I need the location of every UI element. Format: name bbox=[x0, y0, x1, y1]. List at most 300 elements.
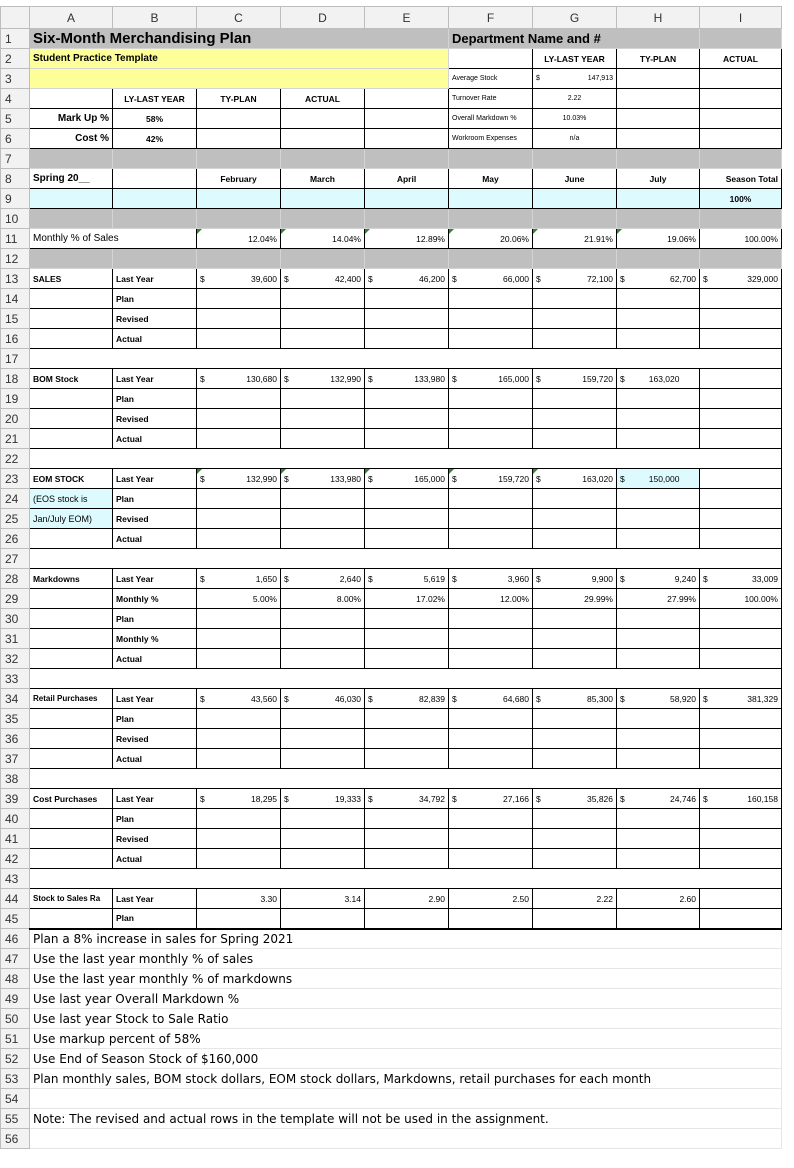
cell[interactable] bbox=[30, 69, 449, 89]
cell[interactable] bbox=[700, 729, 782, 749]
cell[interactable] bbox=[449, 649, 533, 669]
cell[interactable] bbox=[617, 329, 700, 349]
row-header[interactable]: 32 bbox=[1, 649, 30, 669]
markdowns-pct[interactable]: 29.99% bbox=[533, 589, 617, 609]
header-actual[interactable]: ACTUAL bbox=[700, 49, 782, 69]
row-header[interactable]: 54 bbox=[1, 1089, 30, 1109]
cell[interactable] bbox=[700, 129, 782, 149]
sales-cell[interactable] bbox=[365, 269, 449, 289]
cell[interactable] bbox=[449, 149, 533, 169]
cell[interactable] bbox=[365, 649, 449, 669]
instruction-note[interactable]: Use markup percent of 58% bbox=[30, 1029, 782, 1049]
cell[interactable] bbox=[449, 509, 533, 529]
row-header[interactable]: 49 bbox=[1, 989, 30, 1009]
sub-label[interactable]: Actual bbox=[113, 849, 197, 869]
cost-value[interactable]: 42% bbox=[113, 129, 197, 149]
cell[interactable] bbox=[30, 249, 113, 269]
row-header[interactable]: 39 bbox=[1, 789, 30, 809]
eom-cell[interactable] bbox=[617, 469, 700, 489]
row-header[interactable]: 6 bbox=[1, 129, 30, 149]
sub-label[interactable]: Monthly % bbox=[113, 629, 197, 649]
cell[interactable] bbox=[533, 309, 617, 329]
cell[interactable] bbox=[365, 909, 449, 929]
cell[interactable] bbox=[700, 289, 782, 309]
cell[interactable] bbox=[533, 329, 617, 349]
cell[interactable] bbox=[617, 609, 700, 629]
cell[interactable] bbox=[617, 489, 700, 509]
row-header[interactable]: 55 bbox=[1, 1109, 30, 1129]
header-ty[interactable]: TY-PLAN bbox=[197, 89, 281, 109]
cell[interactable] bbox=[617, 129, 700, 149]
cell[interactable] bbox=[197, 529, 281, 549]
cell[interactable] bbox=[533, 289, 617, 309]
cell[interactable] bbox=[449, 749, 533, 769]
row-header[interactable]: 26 bbox=[1, 529, 30, 549]
cell[interactable] bbox=[197, 709, 281, 729]
markdowns-pct[interactable]: 27.99% bbox=[617, 589, 700, 609]
row-header[interactable]: 5 bbox=[1, 109, 30, 129]
retail-cell[interactable] bbox=[617, 689, 700, 709]
cell[interactable] bbox=[281, 829, 365, 849]
cell[interactable] bbox=[197, 189, 281, 209]
cell[interactable] bbox=[533, 829, 617, 849]
cell[interactable] bbox=[700, 209, 782, 229]
cell[interactable] bbox=[533, 649, 617, 669]
instruction-note[interactable]: Use End of Season Stock of $160,000 bbox=[30, 1049, 782, 1069]
cell[interactable] bbox=[617, 729, 700, 749]
cell[interactable] bbox=[197, 329, 281, 349]
cell[interactable] bbox=[700, 89, 782, 109]
cell[interactable] bbox=[197, 829, 281, 849]
cell[interactable] bbox=[281, 529, 365, 549]
month-header[interactable]: April bbox=[365, 169, 449, 189]
cell[interactable] bbox=[700, 309, 782, 329]
monthly-pct-cell[interactable]: 19.06% bbox=[617, 229, 700, 249]
cell[interactable] bbox=[449, 289, 533, 309]
cell[interactable] bbox=[30, 669, 782, 689]
cell[interactable] bbox=[617, 429, 700, 449]
sub-label[interactable]: Last Year bbox=[113, 269, 197, 289]
cell[interactable] bbox=[30, 529, 113, 549]
cell[interactable] bbox=[700, 629, 782, 649]
cell[interactable] bbox=[197, 389, 281, 409]
cell[interactable] bbox=[365, 189, 449, 209]
cell[interactable] bbox=[30, 869, 782, 889]
cell[interactable] bbox=[700, 829, 782, 849]
sales-cell[interactable] bbox=[449, 269, 533, 289]
cell[interactable] bbox=[617, 629, 700, 649]
row-header[interactable]: 2 bbox=[1, 49, 30, 69]
column-header-b[interactable]: B bbox=[113, 7, 197, 29]
cell[interactable] bbox=[197, 489, 281, 509]
cell[interactable] bbox=[30, 409, 113, 429]
cell[interactable] bbox=[700, 109, 782, 129]
season-total-header[interactable]: Season Total bbox=[700, 169, 782, 189]
cell[interactable] bbox=[365, 489, 449, 509]
cell[interactable] bbox=[365, 309, 449, 329]
row-header[interactable]: 23 bbox=[1, 469, 30, 489]
row-header[interactable]: 29 bbox=[1, 589, 30, 609]
row-header[interactable]: 44 bbox=[1, 889, 30, 909]
cell[interactable] bbox=[30, 769, 782, 789]
row-header[interactable]: 34 bbox=[1, 689, 30, 709]
cell[interactable] bbox=[700, 649, 782, 669]
row-header[interactable]: 20 bbox=[1, 409, 30, 429]
bom-cell[interactable] bbox=[449, 369, 533, 389]
cell[interactable] bbox=[617, 809, 700, 829]
cell[interactable] bbox=[700, 889, 782, 909]
cell[interactable] bbox=[30, 729, 113, 749]
cell[interactable] bbox=[197, 409, 281, 429]
sub-label[interactable]: Revised bbox=[113, 309, 197, 329]
row-header[interactable]: 15 bbox=[1, 309, 30, 329]
column-header-c[interactable]: C bbox=[197, 7, 281, 29]
cell[interactable] bbox=[281, 389, 365, 409]
cell[interactable] bbox=[700, 69, 782, 89]
sub-label[interactable]: Last Year bbox=[113, 889, 197, 909]
cell[interactable] bbox=[365, 709, 449, 729]
instruction-note[interactable]: Use the last year monthly % of markdowns bbox=[30, 969, 782, 989]
sub-label[interactable]: Last Year bbox=[113, 689, 197, 709]
markdowns-pct[interactable]: 17.02% bbox=[365, 589, 449, 609]
cell[interactable] bbox=[30, 429, 113, 449]
cell[interactable] bbox=[617, 289, 700, 309]
cell[interactable] bbox=[30, 609, 113, 629]
row-header[interactable]: 42 bbox=[1, 849, 30, 869]
cell[interactable] bbox=[197, 909, 281, 929]
template-subtitle[interactable]: Student Practice Template bbox=[30, 49, 449, 69]
instruction-note[interactable]: Plan monthly sales, BOM stock dollars, EOM stock dollars, Markdowns, retail purchases for each month bbox=[30, 1069, 782, 1089]
cell[interactable] bbox=[533, 249, 617, 269]
season-label[interactable]: Spring 20__ bbox=[30, 169, 113, 189]
sales-cell[interactable] bbox=[533, 269, 617, 289]
cell[interactable] bbox=[197, 649, 281, 669]
cell[interactable] bbox=[617, 309, 700, 329]
cell[interactable] bbox=[365, 749, 449, 769]
cell[interactable] bbox=[30, 849, 113, 869]
row-header[interactable]: 17 bbox=[1, 349, 30, 369]
cell[interactable] bbox=[197, 609, 281, 629]
cell[interactable] bbox=[30, 1129, 782, 1149]
cell[interactable] bbox=[365, 429, 449, 449]
row-header[interactable]: 33 bbox=[1, 669, 30, 689]
cell[interactable] bbox=[700, 409, 782, 429]
row-header[interactable]: 11 bbox=[1, 229, 30, 249]
column-header-e[interactable]: E bbox=[365, 7, 449, 29]
cost-label[interactable]: Cost % bbox=[30, 129, 113, 149]
cell[interactable] bbox=[533, 149, 617, 169]
row-header[interactable]: 48 bbox=[1, 969, 30, 989]
cost-purchases-cell[interactable] bbox=[281, 789, 365, 809]
bom-cell[interactable] bbox=[197, 369, 281, 389]
markdowns-cell[interactable] bbox=[365, 569, 449, 589]
row-header[interactable]: 3 bbox=[1, 69, 30, 89]
cell[interactable] bbox=[281, 909, 365, 929]
bom-cell[interactable] bbox=[281, 369, 365, 389]
stock-to-sales-label[interactable]: Stock to Sales Ra bbox=[30, 889, 113, 909]
avg-stock-label[interactable]: Average Stock bbox=[449, 69, 533, 89]
cost-purchases-cell[interactable] bbox=[197, 789, 281, 809]
month-header[interactable]: June bbox=[533, 169, 617, 189]
sales-cell[interactable] bbox=[197, 269, 281, 289]
sub-label[interactable]: Revised bbox=[113, 409, 197, 429]
row-header[interactable]: 10 bbox=[1, 209, 30, 229]
cell[interactable] bbox=[700, 149, 782, 169]
ssr-cell[interactable]: 3.14 bbox=[281, 889, 365, 909]
row-header[interactable]: 12 bbox=[1, 249, 30, 269]
cell[interactable] bbox=[700, 849, 782, 869]
cell[interactable] bbox=[449, 409, 533, 429]
eom-cell[interactable] bbox=[197, 469, 281, 489]
markdowns-cell[interactable] bbox=[617, 569, 700, 589]
cell[interactable] bbox=[533, 209, 617, 229]
cell[interactable] bbox=[113, 169, 197, 189]
markdowns-cell[interactable] bbox=[533, 569, 617, 589]
cell[interactable] bbox=[700, 809, 782, 829]
cell[interactable] bbox=[533, 189, 617, 209]
cell[interactable] bbox=[617, 149, 700, 169]
row-header[interactable]: 47 bbox=[1, 949, 30, 969]
cell[interactable] bbox=[30, 449, 782, 469]
row-header[interactable]: 41 bbox=[1, 829, 30, 849]
cell[interactable] bbox=[197, 309, 281, 329]
markdown-value[interactable]: 10.03% bbox=[533, 109, 617, 129]
cell[interactable] bbox=[449, 809, 533, 829]
season-percent[interactable]: 100% bbox=[700, 189, 782, 209]
sub-label[interactable]: Last Year bbox=[113, 369, 197, 389]
cell[interactable] bbox=[30, 1089, 782, 1109]
month-header[interactable]: May bbox=[449, 169, 533, 189]
cell[interactable] bbox=[449, 829, 533, 849]
cell[interactable] bbox=[365, 89, 449, 109]
markdowns-cell[interactable] bbox=[449, 569, 533, 589]
cell[interactable] bbox=[365, 509, 449, 529]
cell[interactable] bbox=[197, 809, 281, 829]
row-header[interactable]: 8 bbox=[1, 169, 30, 189]
sub-label[interactable]: Actual bbox=[113, 329, 197, 349]
cell[interactable] bbox=[365, 849, 449, 869]
sub-label[interactable]: Last Year bbox=[113, 569, 197, 589]
cell[interactable] bbox=[449, 249, 533, 269]
cell[interactable] bbox=[197, 289, 281, 309]
cell[interactable] bbox=[281, 489, 365, 509]
sub-label[interactable]: Actual bbox=[113, 749, 197, 769]
retail-cell[interactable] bbox=[365, 689, 449, 709]
cell[interactable] bbox=[113, 249, 197, 269]
cell[interactable] bbox=[617, 749, 700, 769]
row-header[interactable]: 1 bbox=[1, 29, 30, 49]
cell[interactable] bbox=[30, 589, 113, 609]
cell[interactable] bbox=[281, 809, 365, 829]
cell[interactable] bbox=[281, 409, 365, 429]
eom-note[interactable]: (EOS stock is bbox=[30, 489, 113, 509]
cell[interactable] bbox=[449, 309, 533, 329]
retail-cell[interactable] bbox=[281, 689, 365, 709]
cell[interactable] bbox=[30, 549, 782, 569]
cell[interactable] bbox=[30, 149, 113, 169]
column-header-h[interactable]: H bbox=[617, 7, 700, 29]
markdowns-cell[interactable] bbox=[197, 569, 281, 589]
row-header[interactable]: 7 bbox=[1, 149, 30, 169]
cell[interactable] bbox=[365, 289, 449, 309]
cost-purchases-cell[interactable] bbox=[365, 789, 449, 809]
monthly-pct-label[interactable]: Monthly % of Sales bbox=[30, 229, 197, 249]
markdown-label[interactable]: Overall Markdown % bbox=[449, 109, 533, 129]
row-header[interactable]: 13 bbox=[1, 269, 30, 289]
markdowns-total[interactable] bbox=[700, 569, 782, 589]
cell[interactable] bbox=[113, 209, 197, 229]
cost-purchases-total[interactable] bbox=[700, 789, 782, 809]
retail-cell[interactable] bbox=[449, 689, 533, 709]
markdowns-pct[interactable]: 5.00% bbox=[197, 589, 281, 609]
column-header-g[interactable]: G bbox=[533, 7, 617, 29]
cell[interactable] bbox=[197, 509, 281, 529]
eom-cell[interactable] bbox=[365, 469, 449, 489]
sales-label[interactable]: SALES bbox=[30, 269, 113, 289]
workroom-value[interactable]: n/a bbox=[533, 129, 617, 149]
cell[interactable] bbox=[365, 409, 449, 429]
cell[interactable] bbox=[197, 849, 281, 869]
cell[interactable] bbox=[449, 429, 533, 449]
avg-stock-value[interactable] bbox=[533, 69, 617, 89]
cell[interactable] bbox=[617, 89, 700, 109]
cell[interactable] bbox=[449, 49, 533, 69]
monthly-pct-cell[interactable]: 21.91% bbox=[533, 229, 617, 249]
department-title[interactable]: Department Name and # bbox=[449, 29, 700, 49]
column-header-a[interactable]: A bbox=[30, 7, 113, 29]
column-header-d[interactable]: D bbox=[281, 7, 365, 29]
cell[interactable] bbox=[281, 429, 365, 449]
month-header[interactable]: March bbox=[281, 169, 365, 189]
eom-label[interactable]: EOM STOCK bbox=[30, 469, 113, 489]
cell[interactable] bbox=[365, 149, 449, 169]
monthly-pct-total[interactable]: 100.00% bbox=[700, 229, 782, 249]
cell[interactable] bbox=[449, 489, 533, 509]
cell[interactable] bbox=[30, 349, 782, 369]
cell[interactable] bbox=[365, 109, 449, 129]
row-header[interactable]: 14 bbox=[1, 289, 30, 309]
cell[interactable] bbox=[449, 729, 533, 749]
cell[interactable] bbox=[449, 389, 533, 409]
cell[interactable] bbox=[365, 329, 449, 349]
cell[interactable] bbox=[365, 249, 449, 269]
cell[interactable] bbox=[30, 329, 113, 349]
column-header-f[interactable]: F bbox=[449, 7, 533, 29]
cell[interactable] bbox=[281, 509, 365, 529]
cell[interactable] bbox=[281, 729, 365, 749]
row-header[interactable]: 30 bbox=[1, 609, 30, 629]
header-actual[interactable]: ACTUAL bbox=[281, 89, 365, 109]
header-ty[interactable]: TY-PLAN bbox=[617, 49, 700, 69]
cell[interactable] bbox=[700, 429, 782, 449]
cell[interactable] bbox=[533, 809, 617, 829]
sub-label[interactable]: Last Year bbox=[113, 469, 197, 489]
row-header[interactable]: 50 bbox=[1, 1009, 30, 1029]
cell[interactable] bbox=[30, 809, 113, 829]
column-header-i[interactable]: I bbox=[700, 7, 782, 29]
cost-purchases-cell[interactable] bbox=[617, 789, 700, 809]
cell[interactable] bbox=[533, 609, 617, 629]
cell[interactable] bbox=[533, 629, 617, 649]
cell[interactable] bbox=[700, 249, 782, 269]
row-header[interactable]: 56 bbox=[1, 1129, 30, 1149]
row-header[interactable]: 53 bbox=[1, 1069, 30, 1089]
row-header[interactable]: 22 bbox=[1, 449, 30, 469]
cell[interactable] bbox=[281, 209, 365, 229]
cell[interactable] bbox=[281, 249, 365, 269]
markup-label[interactable]: Mark Up % bbox=[30, 109, 113, 129]
sales-cell[interactable] bbox=[617, 269, 700, 289]
cell[interactable] bbox=[365, 729, 449, 749]
cell[interactable] bbox=[281, 649, 365, 669]
cell[interactable] bbox=[700, 29, 782, 49]
cell[interactable] bbox=[449, 529, 533, 549]
cell[interactable] bbox=[449, 709, 533, 729]
sheet-title[interactable]: Six-Month Merchandising Plan bbox=[30, 29, 449, 49]
workroom-label[interactable]: Workroom Expenses bbox=[449, 129, 533, 149]
cell[interactable] bbox=[197, 729, 281, 749]
select-all-corner[interactable] bbox=[1, 7, 30, 29]
cell[interactable] bbox=[617, 709, 700, 729]
cell[interactable] bbox=[197, 429, 281, 449]
cell[interactable] bbox=[281, 149, 365, 169]
cell[interactable] bbox=[30, 709, 113, 729]
cell[interactable] bbox=[533, 749, 617, 769]
row-header[interactable]: 24 bbox=[1, 489, 30, 509]
row-header[interactable]: 4 bbox=[1, 89, 30, 109]
retail-total[interactable] bbox=[700, 689, 782, 709]
cell[interactable] bbox=[449, 909, 533, 929]
row-header[interactable]: 46 bbox=[1, 929, 30, 949]
instruction-note[interactable]: Use last year Stock to Sale Ratio bbox=[30, 1009, 782, 1029]
sales-total[interactable] bbox=[700, 269, 782, 289]
sub-label[interactable]: Monthly % bbox=[113, 589, 197, 609]
cell[interactable] bbox=[197, 749, 281, 769]
instruction-note[interactable]: Use last year Overall Markdown % bbox=[30, 989, 782, 1009]
sub-label[interactable]: Plan bbox=[113, 909, 197, 929]
eom-cell[interactable] bbox=[281, 469, 365, 489]
cell[interactable] bbox=[449, 849, 533, 869]
row-header[interactable]: 35 bbox=[1, 709, 30, 729]
cell[interactable] bbox=[449, 329, 533, 349]
cost-purchases-cell[interactable] bbox=[449, 789, 533, 809]
cell[interactable] bbox=[113, 189, 197, 209]
instruction-note[interactable]: Note: The revised and actual rows in the template will not be used in the assignment. bbox=[30, 1109, 782, 1129]
cell[interactable] bbox=[617, 509, 700, 529]
cell[interactable] bbox=[30, 909, 113, 929]
cell[interactable] bbox=[533, 429, 617, 449]
eom-cell[interactable] bbox=[449, 469, 533, 489]
row-header[interactable]: 52 bbox=[1, 1049, 30, 1069]
monthly-pct-cell[interactable]: 12.89% bbox=[365, 229, 449, 249]
cell[interactable] bbox=[700, 909, 782, 929]
sub-label[interactable]: Actual bbox=[113, 649, 197, 669]
turnover-value[interactable]: 2.22 bbox=[533, 89, 617, 109]
row-header[interactable]: 27 bbox=[1, 549, 30, 569]
sub-label[interactable]: Plan bbox=[113, 289, 197, 309]
cell[interactable] bbox=[449, 209, 533, 229]
header-ly[interactable]: LY-LAST YEAR bbox=[533, 49, 617, 69]
cell[interactable] bbox=[197, 109, 281, 129]
sub-label[interactable]: Actual bbox=[113, 429, 197, 449]
cell[interactable] bbox=[700, 369, 782, 389]
cell[interactable] bbox=[533, 529, 617, 549]
cell[interactable] bbox=[617, 249, 700, 269]
cell[interactable] bbox=[30, 649, 113, 669]
ssr-cell[interactable]: 3.30 bbox=[197, 889, 281, 909]
cell[interactable] bbox=[30, 389, 113, 409]
cell[interactable] bbox=[197, 209, 281, 229]
